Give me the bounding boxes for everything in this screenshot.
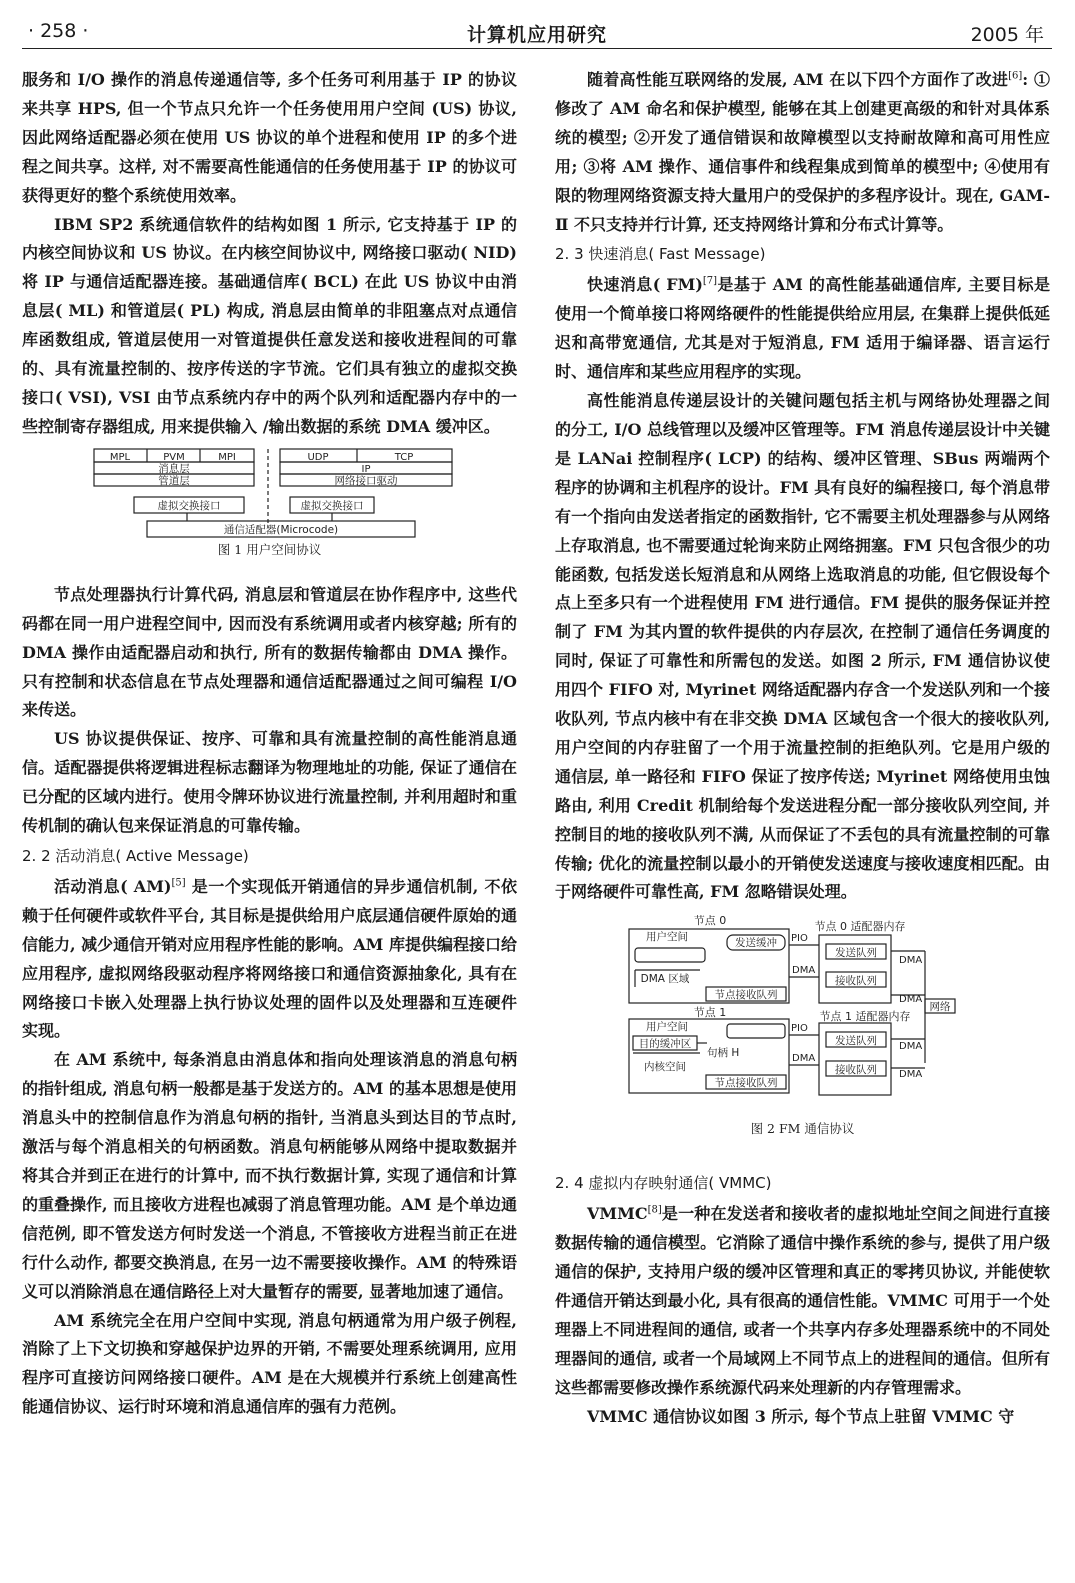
fig2-adapter0: 节点 0 适配器内存 [814,920,906,934]
fig2-network: 网络 [929,1001,951,1014]
fig2-node0: 节点 0 [693,915,727,928]
page-number: · 258 · [28,20,89,42]
fig2-dma-0a: DMA [899,955,923,967]
paragraph-body: 是基于 AM 的高性能基础通信库, 主要目标是使用一个简单接口将网络硬件的性能提供给应用层, 在集群上提供低延迟和高带宽通信, 尤其是对于短消息, FM 适用于编译器、语言运行时、通信库和某些应用程序的实现。 [555,275,1050,382]
figure-2 [555,915,1050,1141]
fig2-node1: 节点 1 [693,1006,727,1020]
fig2-handler: 句柄 H [707,1047,740,1060]
left-column [22,66,517,1422]
fig2-send-queue-1: 发送队列 [835,1035,877,1048]
fig1-nid: 网络接口驱动 [334,474,398,487]
paragraph-body: 是一个实现低开销通信的异步通信机制, 不依赖于任何硬件或软件平台, 其目标是提供给用户底层通信硬件原始的通信能力, 减少通信开销对应用程序性能的影响。AM 库提供编程接口给应用程序, 虚拟网络段驱动程序将网络接口和通信资源抽象化, 具有在网络接口卡嵌入处理器上执行协议处理的固件以及处理器和互连硬件实现。 [22,876,517,1041]
paragraph [555,66,1050,239]
fig1-pipe-layer: 管道层 [158,474,190,487]
figure-1 [22,448,517,578]
citation: [7] [702,276,718,288]
paragraph: AM 系统完全在用户空间中实现, 消息句柄通常为用户级子例程, 消除了上下文切换和穿越保护边界的开销, 不需要处理系统调用, 应用程序可直接访问网络接口硬件。AM 是在大规模并行系统上创建高性能通信协议、运行时环境和消息通信库的强有力范例。 [22,1310,517,1417]
fig2-dma-1a: DMA [899,1041,923,1053]
fig2-dma-region: DMA 区域 [640,973,690,986]
citation: [6] [1008,70,1023,82]
fig2-send-buffer: 发送缓冲 [735,937,777,950]
fig1-message-layer: 消息层 [158,462,190,475]
fig1-vsi-left: 虚拟交换接口 [157,499,221,512]
fig2-recv-queue-0: 接收队列 [835,975,877,988]
fig2-send-queue-0: 发送队列 [835,947,877,960]
journal-title: 计算机应用研究 [466,24,607,46]
fig1-vsi-right: 虚拟交换接口 [300,499,364,512]
paragraph-lead: 快速消息( FM) [587,275,703,295]
fig2-pio-1: PIO [791,1023,808,1035]
paragraph: US 协议提供保证、按序、可靠和具有流量控制的高性能消息通信。适配器提供将逻辑进程标志翻译为物理地址的功能, 保证了通信在已分配的区域内进行。使用令牌环协议进行流量控制, 并利用超时和重传机制的确认包来保证消息的可靠传输。 [22,729,517,836]
paragraph: 服务和 I/O 操作的消息传递通信等, 多个任务可利用基于 IP 的协议来共享 HPS, 但一个节点只允许一个任务使用用户空间 (US) 协议, 因此网络适配器必须在使用 US 协议的单个进程和使用 IP 的多个进程之间共享。这样, 对不需要高性能通信的任务使用基于 IP 的协议可获得更好的整个系统使用效率。 [22,70,517,205]
citation: [8] [647,1205,662,1217]
fig1-ip: IP [361,463,371,475]
year: 2005 年 [970,24,1044,46]
fig2-dest-buffer: 目的缓冲区 [638,1038,692,1051]
fig2-dma-1c: DMA [899,1069,923,1081]
paragraph: IBM SP2 系统通信软件的结构如图 1 所示, 它支持基于 IP 的内核空间协议和 US 协议。在内核空间协议中, 网络接口驱动( NID) 将 IP 与通信适配器连接。基础通信库( BCL) 在此 US 协议中由消息层( ML) 和管道层( PL) 构成, 消息层由简单的非阻塞点对点通信库函数组成, 管道层使用一对管道提供任意发送和接收进程间的可靠的、具有流量控制的、按序传送的字节流。它们具有独立的虚拟交换接口( VSI), VSI 由节点系统内存中的两个队列和适配器内存中的一些控制寄存器组成, 用来提供输入 /输出数据的系统 DMA 缓冲区。 [22,214,517,436]
paragraph: VMMC 通信协议如图 3 所示, 每个节点上驻留 VMMC 守 [587,1406,1015,1426]
paragraph: 在 AM 系统中, 每条消息由消息体和指向处理该消息的消息句柄的指针组成, 消息句柄一般都是基于发送方的。AM 的基本思想是使用消息头中的控制信息作为消息句柄的指针, 当消息头到达目的节点时, 激活与每个消息相关的句柄函数。消息句柄能够从网络中提取数据并将其合并到正在进行的计算中, 而不执行数据计算, 实现了通信和计算的重叠操作, 而且接收方进程也减弱了消息管理功能。AM 是个单边通信范例, 即不管发送方何时发送一个消息, 不管接收方进程当前正在进行什么动作, 都要交换消息, 在另一边不需要接收操作。AM 的特殊语义可以消除消息在通信路径上对大量暂存的需要, 显著地加速了通信。 [22,1050,517,1301]
paragraph-body: : ①修改了 AM 命名和保护模型, 能够在其上创建更高级的和针对具体系统的模型; ②开发了通信错误和故障模型以支持耐故障和高可用性应用; ③将 AM 操作、通信事件和线程集成到简单的模型中; ④使用有限的物理网络资源支持大量用户的受保护的多程序设计。现在, GAM-Ⅱ 不只支持并行计算, 还支持网络计算和分布式计算等。 [555,70,1050,234]
fig2-kernel-recv-queue-1: 节点接收队列 [714,1077,778,1090]
fig2-user-space: 用户空间 [646,931,688,944]
section-heading-2-3: 2. 3 快速消息( Fast Message) [555,245,766,264]
fig2-kernel-recv-queue-0: 节点接收队列 [714,989,778,1002]
paragraph-body: 是一种在发送者和接收者的虚拟地址空间之间进行直接数据传输的通信模型。它消除了通信中操作系统的参与, 提供了用户级通信的保护, 支持用户级的缓冲区管理和真正的零拷贝协议, 并能使软件通信开销达到最小化, 具有很高的通信性能。VMMC 可用于一个处理器上不同进程间的通信, 或者一个共享内存多处理器系统中的不同处理器间的通信, 或者一个局域网上不同节点上的进程间的通信。但所有这些都需要修改操作系统源代码来处理新的内存管理需求。 [555,1204,1050,1397]
fig1-udp: UDP [307,451,329,463]
paragraph: 节点处理器执行计算代码, 消息层和管道层在协作程序中, 这些代码都在同一用户进程空间中, 因而没有系统调用或者内核穿越; 所有的 DMA 操作由适配器启动和执行, 所有的数据传输都由 DMA 操作。只有控制和状态信息在节点处理器和通信适配器通过之间可编程 I/O 来传送。 [22,584,517,720]
figure-1-caption: 图 1 用户空间协议 [217,541,322,557]
fig1-mpi: MPI [218,451,236,463]
section-heading-2-2: 2. 2 活动消息( Active Message) [22,846,249,865]
figure-2-diagram [555,915,1050,1115]
fig2-dma-0b: DMA [792,965,816,977]
fig1-tcp: TCP [394,451,414,463]
paragraph-lead: 随着高性能互联网络的发展, AM 在以下四个方面作了改进 [587,70,1009,89]
paragraph [22,873,517,1046]
fig2-kernel-space: 内核空间 [644,1061,686,1074]
fig2-recv-queue-1: 接收队列 [835,1064,877,1077]
right-column [555,66,1050,1432]
fig1-mpl: MPL [109,451,131,463]
citation: [5] [171,877,186,889]
page-header [22,14,1052,49]
paragraph-lead: VMMC [587,1204,648,1224]
fig2-adapter1: 节点 1 适配器内存 [819,1010,911,1024]
fig2-dma-1b: DMA [792,1053,816,1065]
fig1-pvm: PVM [163,451,185,463]
fig2-user-space-1: 用户空间 [646,1021,688,1034]
paragraph [555,271,1050,387]
section-heading-2-4: 2. 4 虚拟内存映射通信( VMMC) [555,1174,772,1193]
fig2-pio-0: PIO [791,933,808,945]
paragraph [555,1200,1050,1402]
paragraph: 高性能消息传递层设计的关键问题包括主机与网络协处理器之间的分工, I/O 总线管理以及缓冲区管理等。FM 消息传递层设计中关键是 LANai 控制程序( LCP) 的结构、缓冲区管理、SBus 两端两个程序的协调和主机程序的设计。FM 具有良好的编程接口, 每个消息带有一个指向由发送者指定的函数指针, 它不需要主机处理器参与从网络上存取消息, 也不需要通过轮询来防止网络拥塞。FM 只包含很少的功能函数, 包括发送长短消息和从网络上选取消息的功能, 但它假设每个点上至多只有一个进程使用 FM 进行通信。FM 提供的服务保证并控制了 FM 为其内置的软件提供的内存层次, 在控制了通信任务调度的同时, 保证了可靠性和所需包的发送。如图 2 所示, FM 通信协议使用四个 FIFO 对, Myrinet 网络适配器内存含一个发送队列和一个接收队列, 节点内核中有在非交换 DMA 区域包含一个很大的接收队列, 用户空间的内存驻留了一个用于流量控制的拒绝队列。它是用户级的通信层, 单一路径和 FIFO 保证了按序传送; Myrinet 网络使用虫蚀路由, 利用 Credit 机制给每个发送进程分配一部分接收队列空间, 并控制目的地的接收队列不满, 从而保证了不丢包的具有流量控制的可靠传输; 优化的流量控制以最小的开销使发送速度与接收速度相匹配。由于网络硬件可靠性高, FM 忽略错误处理。 [555,391,1050,902]
fig1-adapter: 通信适配器(Microcode) [223,523,339,536]
fig2-dma-0c: DMA [899,994,923,1006]
figure-2-caption: 图 2 FM 通信协议 [750,1121,855,1137]
paragraph-lead: 活动消息( AM) [54,876,172,896]
